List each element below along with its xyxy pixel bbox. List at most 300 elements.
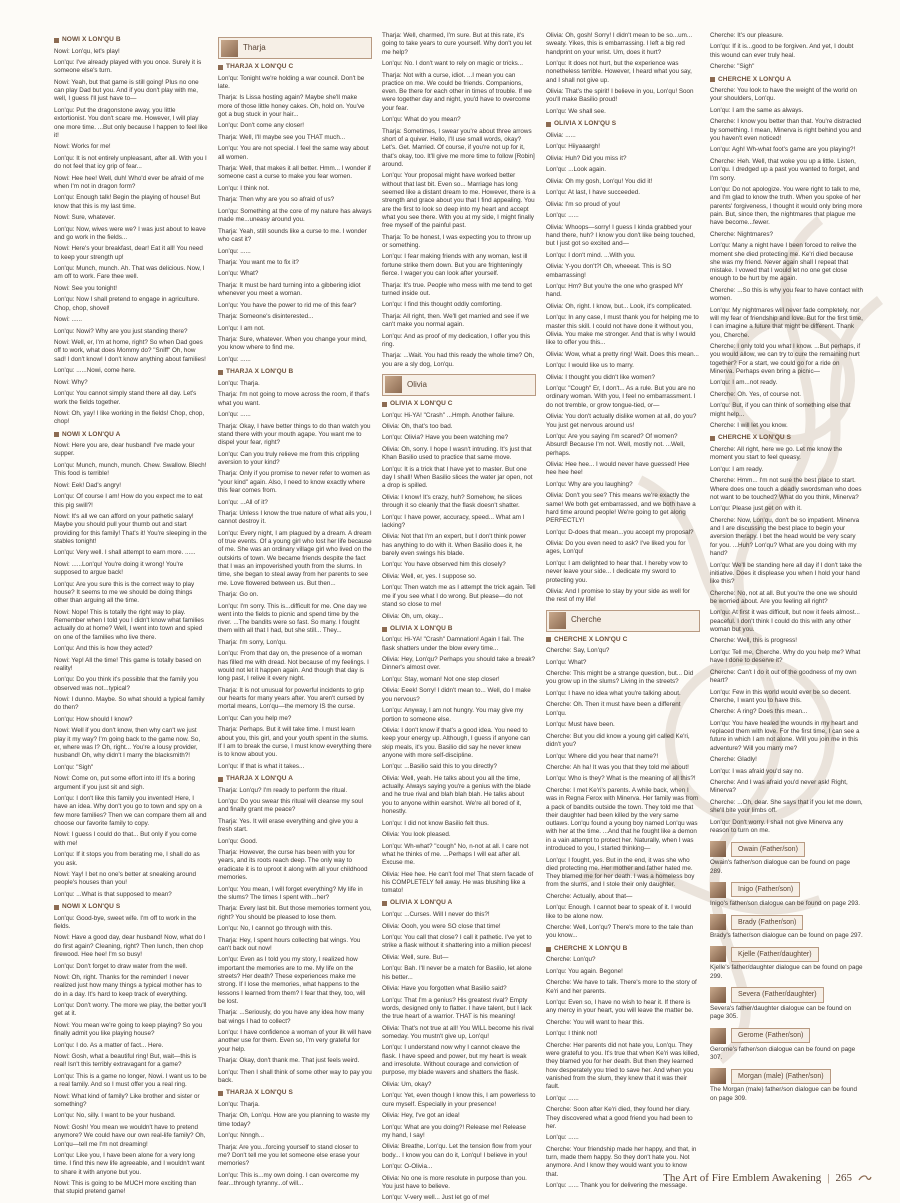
section-heading xyxy=(218,775,372,784)
dialogue-line: Olivia: Well, er, yes. I suppose so. xyxy=(382,572,477,580)
section-heading xyxy=(546,945,700,954)
dialogue-line: Olivia: Oh, gosh! Sorry! I didn't mean to be so...um... sweaty. Yikes, this is embarrassing. I left a big red handprint on your wrist. Um, does it hurt? xyxy=(546,32,693,56)
dialogue-line: Olivia: Breathe, Lon'qu. Let the tension flow from your body... I know you can do it, Lon'qu! I believe in you! xyxy=(382,1143,532,1159)
dialogue-line: Lon'qu: Good-bye, sweet wife. I'm off to work in the fields. xyxy=(54,914,197,930)
section-heading xyxy=(382,899,536,908)
dialogue-line: Lon'qu: I have no idea what you're talking about. xyxy=(546,689,681,697)
dialogue-line: Lon'qu: No, silly. I want to be your husband. xyxy=(54,1112,176,1120)
dialogue-line: Nowi: Yeah, but that game is still going! Plus no one can play Dad but you. And if you don't play with me, well, I guess I'll just have to— xyxy=(54,78,199,103)
dialogue-line: Lon'qu: ...Look again. xyxy=(546,166,607,174)
dialogue-line: Olivia: Whoops—sorry! I guess I kinda grabbed your hand there, huh? I know you don't like being touched, but I just got so excited and— xyxy=(546,223,695,248)
dialogue-line: Cherche: Lon'qu? xyxy=(546,956,596,964)
dialogue-line: Lon'qu: What? xyxy=(546,658,587,666)
section-heading-text: CHERCHE X LON'QU C xyxy=(554,635,628,643)
dialogue-line: Tharja: Sometimes, I swear you're about three arrows short of a quiver. Hello, I'll use small words, okay? Let's. Get. Married. Of course, if you're not up for it, that's okay, too. It'll give me more time to follow [Robin] around. xyxy=(382,127,535,168)
dialogue-line: Olivia: Oh, um, okay... xyxy=(382,612,444,620)
dialogue-line: Lon'qu: ......Nowi, come here. xyxy=(54,367,136,375)
section-heading xyxy=(382,400,536,409)
dialogue-line: Cherche: Well, Lon'qu? There's more to the tale than you know... xyxy=(546,924,694,940)
dialogue-line: Cherche: I only told you what I know. ...But perhaps, if you would allow, we can try to cure the remaining hurt together? For a start, we could go for a ride on Minerva. Perhaps even bring a picnic— xyxy=(710,343,861,375)
dialogue-line: Lon'qu: Like you, I have been alone for a very long time. I find this new life agreeable, and I wouldn't want to share it with anyone but you. xyxy=(54,1152,205,1176)
dialogue-line: Nowi: Lon'qu, let's play! xyxy=(54,47,120,55)
section-heading-text: NOWI X LON'QU A xyxy=(62,430,121,438)
column-2 xyxy=(218,32,372,1187)
dialogue-line: Lon'qu: No. I don't want to rely on magic or tricks... xyxy=(382,60,524,68)
dialogue-line: Olivia: Um, okay? xyxy=(382,1080,432,1088)
section-heading-text: OLIVIA X LON'QU B xyxy=(390,624,453,632)
dialogue-line: Nowi: Gosh! You mean we wouldn't have to pretend anymore? We could have our own real-life family? Oh, Lon'qu—tell me I'm not dreaming! xyxy=(54,1123,206,1148)
dialogue-line: Lon'qu: Please just get on with it. xyxy=(710,505,802,513)
dialogue-line: Lon'qu: Hm? But you're the one who grasped MY hand. xyxy=(546,283,684,299)
dialogue-line: Lon'qu: You again. Begone! xyxy=(546,967,623,975)
dialogue-line: Lon'qu: Nowi? Why are you just standing there? xyxy=(54,327,188,335)
dialogue-line: Lon'qu: At last, I have succeeded. xyxy=(546,189,640,197)
dialogue-line: Lon'qu: ...Curses. Will I never do this?! xyxy=(382,911,490,919)
dialogue-line: Lon'qu: You have observed him this closely? xyxy=(382,561,506,569)
dialogue-line: Lon'qu: Even so, I have no wish to hear it. If there is any mercy in your heart, you will leave the matter be. xyxy=(546,999,694,1015)
dialogue-line: Olivia: Well, yeah. He talks about you all the time, actually. Always saying you're a genius with the blade and he true rival and blah blah blah. He talks about you to anyone within earshot. We're all bored of it, honestly. xyxy=(382,774,531,816)
dialogue-line: Lon'qu: I am ready. xyxy=(710,465,764,473)
dialogue-line: Olivia: Oooh, you were SO close that time! xyxy=(382,922,501,930)
dialogue-line: Lon'qu: Munch, munch. Ah. That was delicious. Now, I am off to work. Fare thee well. xyxy=(54,265,205,281)
dialogue-line: Tharja: Well, charmed, I'm sure. But at this rate, it's going to take years to cure yourself. Why don't you let me help? xyxy=(382,32,532,56)
dialogue-line: Nowi: Here you are, dear husband! I've made your supper. xyxy=(54,442,195,458)
dialogue-line: Lon'qu: Bah. I'll never be a match for Basilio, let alone his better... xyxy=(382,965,532,981)
dialogue-line: Nowi: I dunno. Maybe. So what should a typical family do then? xyxy=(54,696,205,712)
dialogue-line: Cherche: Now, Lon'qu, don't be so impatient. Minerva and I are discussing the best place to begin your aversion therapy. I bet the head would be very scary for you. ...Huh? Lon'qu? What are you doing with my hand? xyxy=(710,516,860,558)
dialogue-line: Lon'qu: I did not know Basilio felt thus. xyxy=(382,819,489,827)
dialogue-line: Nowi: Oh, yay! I like working in the fields! Chop, chop, chop! xyxy=(54,410,205,426)
dialogue-line: Lon'qu: I've already played with you once. Surely it is someone else's turn. xyxy=(54,59,202,75)
dialogue-line: Olivia: Not that I'm an expert, but I don't think power has anything to do with it. When Basilio does it, he barely even swings his blade. xyxy=(382,533,527,557)
dialogue-line: Lon'qu: Good. xyxy=(218,837,258,845)
child-reference-note: Gerome's father/son dialogue can be found on page 307. xyxy=(710,1045,856,1061)
dialogue-line: Olivia: Oh, sorry. I hope I wasn't intruding. It's just that Khan Basilio used to practice that same move. xyxy=(382,445,532,462)
dialogue-line: Lon'qu: You call that close? I call it pathetic. I've yet to strike a flask without it shattering into a million pieces! xyxy=(382,934,532,950)
dialogue-line: Tharja: Go on. xyxy=(218,591,259,599)
dialogue-line: Lon'qu: Don't worry. The more we play, the better you'll get at it. xyxy=(54,1002,207,1018)
dialogue-line: Tharja: However, the curse has been with you for years, and its roots reach deep. The only way to eradicate it is to uproot it along with all your childhood memories. xyxy=(218,849,368,882)
character-nameplate xyxy=(546,610,700,632)
dialogue-line: Tharja: Sure, whatever. When you change your mind, you know where to find me. xyxy=(218,336,367,352)
olivia-portrait-icon xyxy=(385,376,402,393)
dialogue-line: Lon'qu: I understand now why I cannot cleave the flask. I have speed and power, but my heart is weak and irresolute. Without courage and conviction of purpose, my blade wavers and shatters the flask. xyxy=(382,1044,527,1077)
dialogue-line: Lon'qu: Can you help me? xyxy=(218,714,292,722)
dialogue-line: Lon'qu: Wh-what? "cough" No, n-not at all. I care not what he thinks of me. ...Perhaps I will eat after all. Excuse me. xyxy=(382,842,529,867)
dialogue-line: Lon'qu: It is not entirely unpleasant, after all. With you I do not feel that icy grip of fear... xyxy=(54,154,207,171)
dialogue-line: Lon'qu: You have healed the wounds in my heart and replaced them with love. For the first time, I can see a future in which I am not alone. Will you join me in this adventure? Will you marry me? xyxy=(710,719,860,752)
dialogue-line: Lon'qu: You mean, I will forget everything? My life in the slums? The times I spent with...her? xyxy=(218,885,363,901)
dialogue-line: Lon'qu: Where did you hear that name?! xyxy=(546,752,659,760)
dialogue-line: Lon'qu: Very well. I shall attempt to earn more. ...... xyxy=(54,549,196,557)
dialogue-line: Lon'qu: Do you swear this ritual will cleanse my soul and finally grant me peace? xyxy=(218,798,364,814)
dialogue-line: Tharja: Only if you promise to never refer to women as "your kind" again. Also, I need to know exactly where this fear comes from. xyxy=(218,470,370,495)
child-reference-row xyxy=(710,1068,864,1084)
child-reference-note: The Morgan (male) father/son dialogue can be found on page 309. xyxy=(710,1086,858,1102)
dialogue-line: Cherche: You look to have the weight of the world on your shoulders, Lon'qu. xyxy=(710,87,858,103)
dialogue-line: Lon'qu: ...What is that supposed to mean? xyxy=(54,890,172,898)
dialogue-line: Cherche: ...So this is why you fear to have contact with women. xyxy=(710,286,863,303)
dialogue-line: Olivia: I don't know if that's a good idea. You need to keep your energy up. Although, I guess if anyone can skip meals, it's you. Basilio did say he never knew anyone with more self-discipline. xyxy=(382,727,531,759)
section-heading-text: OLIVIA X LON'QU C xyxy=(390,399,453,407)
dialogue-line: Lon'qu: If that is what it takes... xyxy=(218,762,305,770)
dialogue-line: Olivia: Huh? Did you miss it? xyxy=(546,154,627,162)
dialogue-line: Tharja: ...Wait. You had this ready the whole time? Oh, you are a sly dog, Lon'qu. xyxy=(382,352,535,368)
dialogue-line: Tharja: Lon'qu? I'm ready to perform the ritual. xyxy=(218,786,348,794)
dialogue-line: Tharja: It is not unusual for powerful incidents to grip our hearts for many years after. You aren't cursed by mortal means, Lon'qu—the memory IS the curse. xyxy=(218,686,365,711)
section-heading xyxy=(382,625,536,634)
tharja-portrait-icon xyxy=(221,40,238,57)
owain-portrait-icon xyxy=(710,841,726,857)
dialogue-line: Olivia: Hee hee. He can't fool me! That stern facade of his COMPLETELY fell away. He was blushing like a tomato! xyxy=(382,870,534,895)
dialogue-line: Lon'qu: I don't like this family you invented! Here, I have an idea. Why don't you go to town and spy on a few more families? Then we can compare them all and choose our favorite family to copy. xyxy=(54,795,207,827)
character-name: Tharja xyxy=(243,42,266,52)
dialogue-line: Tharja: Every last bit. But those memories torment you, right? You should be pleased to lose them. xyxy=(218,905,372,921)
dialogue-line: Nowi: I guess I could do that... But only if you come with me! xyxy=(54,831,197,847)
dialogue-line: Lon'qu: I have confidence a woman of your ilk will have another use for them. Even so, I'm very grateful for your help. xyxy=(218,1029,372,1053)
dialogue-line: Lon'qu: Do not apologize. You were right to talk to me, and I'm glad to know the truth. When you spoke of her parents' forgiveness, I thought it would only bring more pain. But, since then, the nightmares that plague me have become...fewer. xyxy=(710,186,863,227)
dialogue-line: Olivia: No one is more resolute in purpose than you. You just have to believe. xyxy=(382,1174,527,1190)
dialogue-line: Tharja: Well, I'll maybe see you THAT much... xyxy=(218,133,346,141)
child-reference-note: Inigo's father/son dialogue can be found on page 293. xyxy=(710,899,860,907)
square-bullet-icon xyxy=(382,402,387,407)
dialogue-line: Nowi: Have a good day, dear husband! Now, what do I do first again? Cleaning, right? Then lunch, then chop firewood. Hee hee! I'm so busy! xyxy=(54,934,206,959)
dialogue-line: Olivia: Oh my gosh, Lon'qu! You did it! xyxy=(546,177,653,185)
dialogue-line: Lon'qu: Stay, woman! Not one step closer! xyxy=(382,675,500,683)
dialogue-line: Cherche: All right, here we go. Let me know the moment you start to feel queasy. xyxy=(710,446,843,462)
dialogue-line: Lon'qu: You have the power to rid me of this fear? xyxy=(218,301,357,309)
dialogue-line: Lon'qu: You cannot simply stand there all day. Let's work the fields together. xyxy=(54,390,197,406)
dialogue-line: Lon'qu: Tharja. xyxy=(218,379,260,387)
dialogue-line: Lon'qu: O-Olivia... xyxy=(382,1163,433,1171)
dialogue-line: Lon'qu: You are not special. I feel the same way about all women. xyxy=(218,145,369,161)
dialogue-line: Cherche: Your friendship made her happy, and that, in turn, made them happy. So they don't hate you. Not anymore. And I know they would want you to know that. xyxy=(546,1145,697,1178)
dialogue-line: Cherche: You will want to hear this. xyxy=(546,1018,645,1026)
dialogue-line: Olivia: And I promise to stay by your side as well for the rest of my life! xyxy=(546,588,690,604)
dialogue-line: Tharja: Yes. It will erase everything and give you a fresh start. xyxy=(218,817,359,834)
dialogue-line: Lon'qu: Even as I told you my story, I realized how important the memories are to me. My life on the streets? Her death? These experiences make me strong. If I lose the memories, what happens to the lessons I learned from them? I fear that they, too, will be lost. xyxy=(218,956,366,1005)
dialogue-line: Lon'qu: Why are you laughing? xyxy=(546,480,633,488)
dialogue-line: Tharja: It's true. People who mess with me tend to get turned inside out. xyxy=(382,281,532,297)
dialogue-line: Tharja: Are you...forcing yourself to stand closer to me? Don't tell me you let someone else erase your memories? xyxy=(218,1143,360,1168)
dialogue-line: Lon'qu: We'll be standing here all day if I don't take the initiative. Does it displease you when I hold your hand like this? xyxy=(710,561,862,586)
dialogue-line: Lon'qu: I was afraid you'd say no. xyxy=(710,767,804,775)
dialogue-line: Lon'qu: Anyway, I am not hungry. You may give my portion to someone else. xyxy=(382,707,524,723)
child-reference-note: Severa's father/daughter dialogue can be found on page 305. xyxy=(710,1005,852,1021)
dialogue-line: Nowi: It's all we can afford on your pathetic salary! Maybe you should pull your thumb out and start providing for this family! That's it! You're sleeping in the stables tonight! xyxy=(54,513,207,545)
child-name-tag: Kjelle (Father/daughter) xyxy=(731,947,819,962)
dialogue-line: Lon'qu: What? xyxy=(218,270,259,278)
child-dialogue-reference xyxy=(710,914,864,940)
dialogue-line: Tharja: Okay, don't thank me. That just feels weird. xyxy=(218,1057,360,1065)
section-heading-text: CHERCHE X LON'QU S xyxy=(718,434,792,442)
child-name-tag: Severa (Father/daughter) xyxy=(731,987,824,1002)
dialogue-line: Lon'qu: Agh! Wh-what foot's game are you playing?! xyxy=(710,146,856,154)
dialogue-line: Lon'qu: I don't mind. ...With you. xyxy=(546,251,636,259)
child-name-tag: Owain (Father/son) xyxy=(731,842,805,857)
column-1 xyxy=(54,32,208,1196)
dialogue-line: Cherche: I will let you know. xyxy=(710,422,788,430)
dialogue-line: Lon'qu: From that day on, the presence of a woman has filled me with dread. Not because of my feelings. I would not let it happen again. And though that day is long past, I relive it every night. xyxy=(218,650,369,683)
dialogue-line: Lon'qu: Olivia? Have you been watching me? xyxy=(382,434,509,442)
dialogue-line: Lon'qu: Can you truly relieve me from this crippling aversion to your kind? xyxy=(218,450,360,466)
dialogue-line: Nowi: Yay! I bet no one's better at sneaking around people's houses than you! xyxy=(54,871,197,887)
dialogue-line: Lon'qu: If it is...good to be forgiven. And yet, I doubt this wound can ever truly heal. xyxy=(710,43,854,59)
dialogue-line: Lon'qu: I am...not ready. xyxy=(710,379,778,387)
dialogue-line: Tharja: Oh, Lon'qu. How are you planning to waste my time today? xyxy=(218,1112,370,1128)
dialogue-line: Lon'qu: Many a night have I been forced to relive the moment she died protecting me. Ke'ri died because she was my friend. Never again shall I repeat that mistake. I vowed that I would let no one get close enough to be hurt by me again. xyxy=(710,242,857,283)
child-dialogue-reference xyxy=(710,1068,864,1103)
square-bullet-icon xyxy=(218,777,223,782)
dialogue-line: Cherche: But you did know a young girl called Ke'ri, didn't you? xyxy=(546,732,690,749)
inigo-portrait-icon xyxy=(710,882,726,898)
section-heading-text: OLIVIA X LON'QU A xyxy=(390,899,453,907)
child-reference-row xyxy=(710,987,864,1003)
character-nameplate xyxy=(382,374,536,396)
dialogue-line: Tharja: Unless I know the true nature of what ails you, I cannot destroy it. xyxy=(218,510,372,526)
dialogue-line: Lon'qu: In any case, I must thank you for helping me to master this skill. I could not have done it without you, Olivia. You make me stronger. And that is why I would like to offer you this... xyxy=(546,314,699,347)
section-heading xyxy=(546,120,700,129)
child-reference-row xyxy=(710,841,864,857)
dialogue-line: Lon'qu: But, if you can think of something else that might help... xyxy=(710,402,851,418)
dialogue-line: Tharja: Yeah, still sounds like a curse to me. I wonder who cast it? xyxy=(218,227,367,244)
dialogue-line: Nowi: Works for me! xyxy=(54,143,111,151)
dialogue-line: Lon'qu: How should I know? xyxy=(54,715,133,723)
dialogue-line: Cherche: Say, Lon'qu? xyxy=(546,647,610,655)
dialogue-line: Olivia: You don't actually dislike women at all, do you? You just get nervous around us! xyxy=(546,413,697,429)
dialogue-line: Lon'qu: And as proof of my dedication, I offer you this ring. xyxy=(382,332,531,348)
dialogue-line: Nowi: ......Lon'qu! You're doing it wrong! You're supposed to argue back! xyxy=(54,560,184,577)
section-heading xyxy=(218,368,372,377)
dialogue-line: Lon'qu: Enough talk! Begin the playing of house! But know that this is my last time. xyxy=(54,194,201,210)
dialogue-line: Cherche: Actually, about that— xyxy=(546,892,633,900)
dialogue-line: Cherche: Nightmares? xyxy=(710,230,773,238)
dialogue-line: Olivia: Hey, Lon'qu? Perhaps you should take a break? Dinner's almost over. xyxy=(382,656,536,672)
section-heading xyxy=(218,1089,372,1098)
dialogue-line: Lon'qu: Something at the core of my nature has always made me...uneasy around you. xyxy=(218,207,372,224)
dialogue-line: Lon'qu: Of course I am! How do you expect me to eat this pig swill?! xyxy=(54,493,203,509)
dialogue-line: Cherche: A ring? Does this mean... xyxy=(710,708,808,716)
dialogue-line: Lon'qu: Don't worry. I shall not give Minerva any reason to turn on me. xyxy=(710,818,844,834)
dialogue-line: Olivia: I thought you didn't like women? xyxy=(546,373,656,381)
dialogue-line: Tharja: You want me to fix it? xyxy=(218,258,299,266)
dialogue-line: Cherche: ...Oh, dear. She says that if you let me down, she'll bite your limbs off. xyxy=(710,798,863,815)
dialogue-line: Lon'qu: I fought, yes. But in the end, it was she who died protecting me. Her mother and father hated me. They blamed me for her death. I was a homeless boy from the slums, and I stole their only daughter. xyxy=(546,856,695,889)
dialogue-line: Olivia: I'm so proud of you! xyxy=(546,200,621,208)
child-dialogue-reference xyxy=(710,841,864,876)
page-number: 265 xyxy=(835,1172,852,1184)
dialogue-line: Olivia: Well, sure. But— xyxy=(382,953,449,961)
dialogue-line: Tharja: Not with a curse, idiot. ...I mean you can practice on me. We could be friends. Companions, even. Be there for each other in times of trouble. If we were together day and night, you'd have to overcome your fear. xyxy=(382,71,532,112)
dialogue-line: Lon'qu: That I'm a genius? His greatest rival? Empty words, designed only to flatter. I have talent, but I lack the true heart of a warrior. THAT is his meaning! xyxy=(382,996,532,1021)
dialogue-line: Olivia: Eeek! Sorry! I didn't mean to... Well, do I make you nervous? xyxy=(382,687,531,703)
kjelle-portrait-icon xyxy=(710,946,726,962)
dialogue-line: Lon'qu: Must have been. xyxy=(546,721,615,729)
dialogue-line: Tharja: Well, that makes it all better. Hmm... I wonder if someone cast a curse to make you fear women. xyxy=(218,165,371,181)
dialogue-line: Lon'qu: Then I shall think of some other way to pay you back. xyxy=(218,1068,372,1084)
dialogue-line: Nowi: Yep! All the time! This game is totally based on reality! xyxy=(54,656,202,672)
dialogue-line: Tharja: I'm not going to move across the room, if that's what you want. xyxy=(218,391,370,407)
section-heading xyxy=(54,431,208,440)
dialogue-line: Lon'qu: ...... xyxy=(218,411,251,419)
dialogue-line: Tharja: It must be hard turning into a gibbering idiot whenever you meet a woman. xyxy=(218,281,361,298)
square-bullet-icon xyxy=(54,38,59,43)
dialogue-line: Lon'qu: Don't forget to draw water from the well. xyxy=(54,962,188,970)
child-dialogue-reference xyxy=(710,946,864,981)
square-bullet-icon xyxy=(218,65,223,70)
section-heading xyxy=(218,63,372,72)
dialogue-line: Lon'qu: ...... xyxy=(546,1134,579,1142)
dialogue-line: Lon'qu: ...Basilio said this to you directly? xyxy=(382,763,497,771)
dialogue-line: Lon'qu: Now, wives were we? I was just about to leave and go work in the fields... xyxy=(54,225,206,241)
child-dialogue-reference xyxy=(710,987,864,1022)
dialogue-line: Olivia: That's the spirit! I believe in you, Lon'qu! Soon you'll make Basilio proud! xyxy=(546,88,694,104)
dialogue-line: Cherche: I met Ke'ri's parents. A while back, when I was in Regna Ferox with Minerva. Her family was from a pack of bandits outside the town. They told me that their daughter had been killed by the very same outlaws. Lon'qu found a young boy named Lon'qu was with her at the time. ...And that he fought like a demon in a vain attempt to protect her. Naturally, when I was introduced to you, I started thinking— xyxy=(546,786,699,853)
dialogue-line: Lon'qu: "Cough" Er, I don't... As a rule. But you are no ordinary woman. With you, I feel no embarrassment. I do not tremble, or grow tongue-tied, or— xyxy=(546,385,696,409)
dialogue-line: Lon'qu: ...... xyxy=(218,355,251,363)
dialogue-line: Nowi: See you tonight! xyxy=(54,284,118,292)
dialogue-line: Lon'qu: Munch, munch, munch. Chew. Swallow. Blech! This food is terrible! xyxy=(54,461,207,478)
dialogue-line: Lon'qu: "Sigh" xyxy=(54,763,94,771)
dialogue-line: Lon'qu: Put the dragonstone away, you little extortionist. You don't scare me. However, I will play one more time. ...But only because I happen to feel like it! xyxy=(54,106,208,139)
dialogue-line: Nowi: Sure, whatever. xyxy=(54,214,116,222)
character-nameplate xyxy=(218,37,372,59)
dialogue-line: Olivia: ...... xyxy=(546,131,576,139)
square-bullet-icon xyxy=(54,905,59,910)
dialogue-line: Lon'qu: Are you saying I'm scared? Of women? Absurd! Because I'm not. Well, mostly not. ...Well, perhaps. xyxy=(546,432,685,457)
dialogue-line: Lon'qu: Enough. I cannot bear to speak of it. I would like to be alone now. xyxy=(546,904,692,920)
dialogue-line: Nowi: Nope! This is totally the right way to play. Remember when I told you I didn't know what families actually do at home? Well, I went into town and spied on one of the families who live there. xyxy=(54,608,204,641)
dialogue-line: Cherche: No, not at all. But you're the one we should be worried about. Are you feeling all right? xyxy=(710,589,858,605)
dialogue-line: Nowi: Here's your breakfast, dear! Eat it all! You need to keep your strength up! xyxy=(54,245,203,261)
column-4 xyxy=(546,32,700,1190)
dialogue-line: Lon'qu: Hiiyaaargh! xyxy=(546,143,601,151)
dialogue-line: Nowi: Well, er, I'm at home, right? So when Dad goes off to work, what does Mommy do? "Sniff" Oh, how sad! I don't know! I don't know anything about families! xyxy=(54,339,206,363)
dialogue-line: Lon'qu: What do you mean? xyxy=(382,116,461,124)
dialogue-line: Cherche: It's our pleasure. xyxy=(710,32,784,39)
dialogue-line: Nowi: Well if you don't know, then why can't we just play it my way? I'm going back to the game now. So, er, where was I? Oh, right... You're a lousy provider, husband! Oh, why didn't I marry the blacksmith?! xyxy=(54,727,201,760)
child-name-tag: Brady (Father/son) xyxy=(731,915,803,930)
dialogue-line: Nowi: This is going to be MUCH more exciting than that stupid pretend game! xyxy=(54,1180,197,1196)
square-bullet-icon xyxy=(218,1091,223,1096)
dialogue-line: Nowi: Gosh, what a beautiful ring! But, wait—this is real! Isn't this terribly extravagant for a game? xyxy=(54,1053,197,1069)
child-reference-row xyxy=(710,914,864,930)
square-bullet-icon xyxy=(710,77,715,82)
dialogue-line: Lon'qu: Tell me, Cherche. Why do you help me? What have I done to deserve it? xyxy=(710,648,861,665)
square-bullet-icon xyxy=(382,901,387,906)
dialogue-line: Cherche: Well, this is progress! xyxy=(710,637,798,645)
dialogue-line: Tharja: Okay, I have better things to do than watch you stand there with your mouth agape. You want me to dispel your fear, right? xyxy=(218,422,371,447)
dialogue-line: Olivia: Have you forgotten what Basilio said? xyxy=(382,985,507,993)
dialogue-line: Cherche: Oh. Yes, of course not. xyxy=(710,390,802,398)
dialogue-line: Lon'qu: I do. As a matter of fact... Here. xyxy=(54,1041,164,1049)
section-heading-text: THARJA X LON'QU B xyxy=(226,368,294,376)
character-name: Olivia xyxy=(407,379,428,389)
dialogue-line: Olivia: You look pleased. xyxy=(382,831,451,839)
dialogue-line: Tharja: Is Lissa hosting again? Maybe she'll make more of those little honey cakes. Oh, hold on. You've got a bug stuck in your hair... xyxy=(218,94,365,118)
dialogue-line: Nowi: Oh, right. Thanks for the reminder! I never realized just how many things a typical mother has to do in a day. It's hard to keep track of everything. xyxy=(54,974,202,998)
dialogue-line: Lon'qu: Don't come any closer! xyxy=(218,122,305,130)
dialogue-line: Cherche: "Sigh" xyxy=(710,63,755,71)
dialogue-line: Tharja: Perhaps. But it will take time. I must learn about you, this girl, and your youth spent in the slums. If I am to break the curse, I must know everything there is to know about you. xyxy=(218,726,372,759)
dialogue-line: Lon'qu: ...All of it? xyxy=(218,498,268,506)
dialogue-line: Lon'qu: I think not! xyxy=(546,1030,598,1038)
dialogue-line: Lon'qu: I'm sorry. This is...difficult for me. One day we went into the fields to picnic and spend time by the river. ...The bandits were so fast. So many. I fought them with all that I had, but she still... They... xyxy=(218,602,367,635)
dialogue-line: Olivia: Y-you don't?! Oh, wheeeat. This is SO embarrassing! xyxy=(546,263,672,279)
dialogue-line: Nowi: Why? xyxy=(54,378,88,386)
dialogue-line: Olivia: That's not true at all! You WILL become his rival someday. You mustn't give up, Lon'qu! xyxy=(382,1024,534,1040)
dialogue-line: Lon'qu: I fear making friends with any woman, lest ill fortune strike them down. But you are frighteningly fierce. I wager you can look after yourself. xyxy=(382,253,528,278)
dialogue-line: Tharja: I'm sorry, Lon'qu. xyxy=(218,638,287,646)
dialogue-line: Cherche: Her parents did not hate you, Lon'qu. They were grateful to you. It's true that when Ke'ri was killed, they blamed you for her death. But then they learned how desperately you tried to save her. And when you vanished from the slum, they knew that it was their fault. xyxy=(546,1041,700,1091)
dialogue-line: Cherche: Gladly! xyxy=(710,756,757,764)
dialogue-line: Lon'qu: Every night, I am plagued by a dream. A dream of true events. Of a young girl who lost her life because of me. She was an ordinary village girl who lived on the outskirts of town. We became friends despite the fact that I was an impoverished youth from the slums. In time, she began to steal away from her parents to see me. Love flowered between us. But then... xyxy=(218,529,372,587)
child-reference-row xyxy=(710,946,864,962)
dialogue-line: Olivia: Wow, what a pretty ring! Wait. Does this mean... xyxy=(546,350,699,358)
square-bullet-icon xyxy=(218,370,223,375)
gerome-portrait-icon xyxy=(710,1028,726,1044)
section-heading xyxy=(710,434,864,443)
dialogue-line: Lon'qu: No, I cannot go through with this. xyxy=(218,925,333,933)
cherche-portrait-icon xyxy=(549,612,566,629)
section-heading xyxy=(546,636,700,645)
dialogue-line: Olivia: Don't you see? This means we're exactly the same! We both get embarrassed, and we both have a hard time around people! We're going to get along PERFECTLY! xyxy=(546,492,696,525)
dialogue-line: Lon'qu: Nnngh... xyxy=(218,1132,265,1140)
section-heading xyxy=(710,76,864,85)
dialogue-line: Lon'qu: ...... xyxy=(546,1094,579,1102)
column-3 xyxy=(382,32,536,1202)
dialogue-line: Olivia: Do you even need to ask? I've liked you for ages, Lon'qu! xyxy=(546,540,686,556)
section-heading-text: NOWI X LON'QU B xyxy=(62,36,121,43)
dialogue-line: Olivia: I know! It's crazy, huh? Somehow, he slices through it so cleanly that the flask doesn't shatter. xyxy=(382,493,523,510)
square-bullet-icon xyxy=(546,947,551,952)
section-heading xyxy=(54,36,208,45)
dialogue-line: Lon'qu: D-does that mean...you accept my proposal? xyxy=(546,528,694,536)
section-heading-text: OLIVIA X LON'QU S xyxy=(554,120,617,128)
dialogue-line: Lon'qu: V-very well... Just let go of me! xyxy=(382,1194,490,1202)
dialogue-line: Tharja: All right, then. We'll get married and see if we can't make you normal again. xyxy=(382,312,530,329)
dialogue-line: Tharja: Hey, I spent hours collecting bat wings. You can't back out now! xyxy=(218,936,361,952)
dialogue-line: Lon'qu: Are you sure this is the correct way to play house? It seems to me we should be doing things other than arguing all the time. xyxy=(54,580,195,605)
dialogue-line: Lon'qu: I am not. xyxy=(218,324,265,332)
child-reference-row xyxy=(710,882,864,898)
dialogue-line: Nowi: Come on, put some effort into it! It's a boring argument if you just sit and sigh. xyxy=(54,775,196,791)
dialogue-line: Lon'qu: Tonight we're holding a war council. Don't be late. xyxy=(218,74,365,90)
child-reference-note: Owain's father/son dialogue can be found on page 289. xyxy=(710,859,851,875)
square-bullet-icon xyxy=(54,432,59,437)
dialogue-line: Nowi: What kind of family? Like brother and sister or something? xyxy=(54,1092,200,1108)
section-heading-text: CHERCHE X LON'QU A xyxy=(718,75,792,83)
dialogue-line: Lon'qu: My nightmares will never fade completely, nor will my fear of friendship and love. But for the first time, I can imagine a future that might be different. Thank you, Cherche. xyxy=(710,306,863,339)
dialogue-line: Lon'qu: ...... xyxy=(546,212,579,220)
section-heading-text: CHERCHE X LON'QU B xyxy=(554,944,628,952)
square-bullet-icon xyxy=(382,627,387,632)
dialogue-line: Lon'qu: Who is they? What is the meaning of all this?! xyxy=(546,775,696,783)
dialogue-line: Lon'qu: Now I shall pretend to engage in agriculture. Chop, chop, shovel! xyxy=(54,296,200,312)
dialogue-line: Tharja: To be honest, I was expecting you to throw up or something. xyxy=(382,233,531,249)
dialogue-line: Lon'qu: I am delighted to hear that. I hereby vow to never leave your side... I dedicate my sword to protecting you. xyxy=(546,559,688,584)
dialogue-line: Olivia: Oh, that's too bad. xyxy=(382,423,453,430)
dialogue-line: Nowi: Hee hee! Well, duh! Who'd ever be afraid of me when I'm not in dragon form? xyxy=(54,174,204,190)
child-reference-note: Kjelle's father/daughter dialogue can be found on page 299. xyxy=(710,964,863,980)
child-reference-note: Brady's father/son dialogue can be found on page 297. xyxy=(710,932,863,940)
section-heading-text: THARJA X LON'QU C xyxy=(226,63,294,70)
dialogue-line: Cherche: And I was afraid you'd never ask! Right, Minerva? xyxy=(710,779,848,795)
dialogue-line: Tharja: Someone's disinterested... xyxy=(218,313,314,321)
section-heading xyxy=(54,903,208,912)
dialogue-line: Lon'qu: If it stops you from berating me, I shall do as you ask. xyxy=(54,851,200,867)
dialogue-line: Lon'qu: Tharja. xyxy=(218,1100,260,1108)
